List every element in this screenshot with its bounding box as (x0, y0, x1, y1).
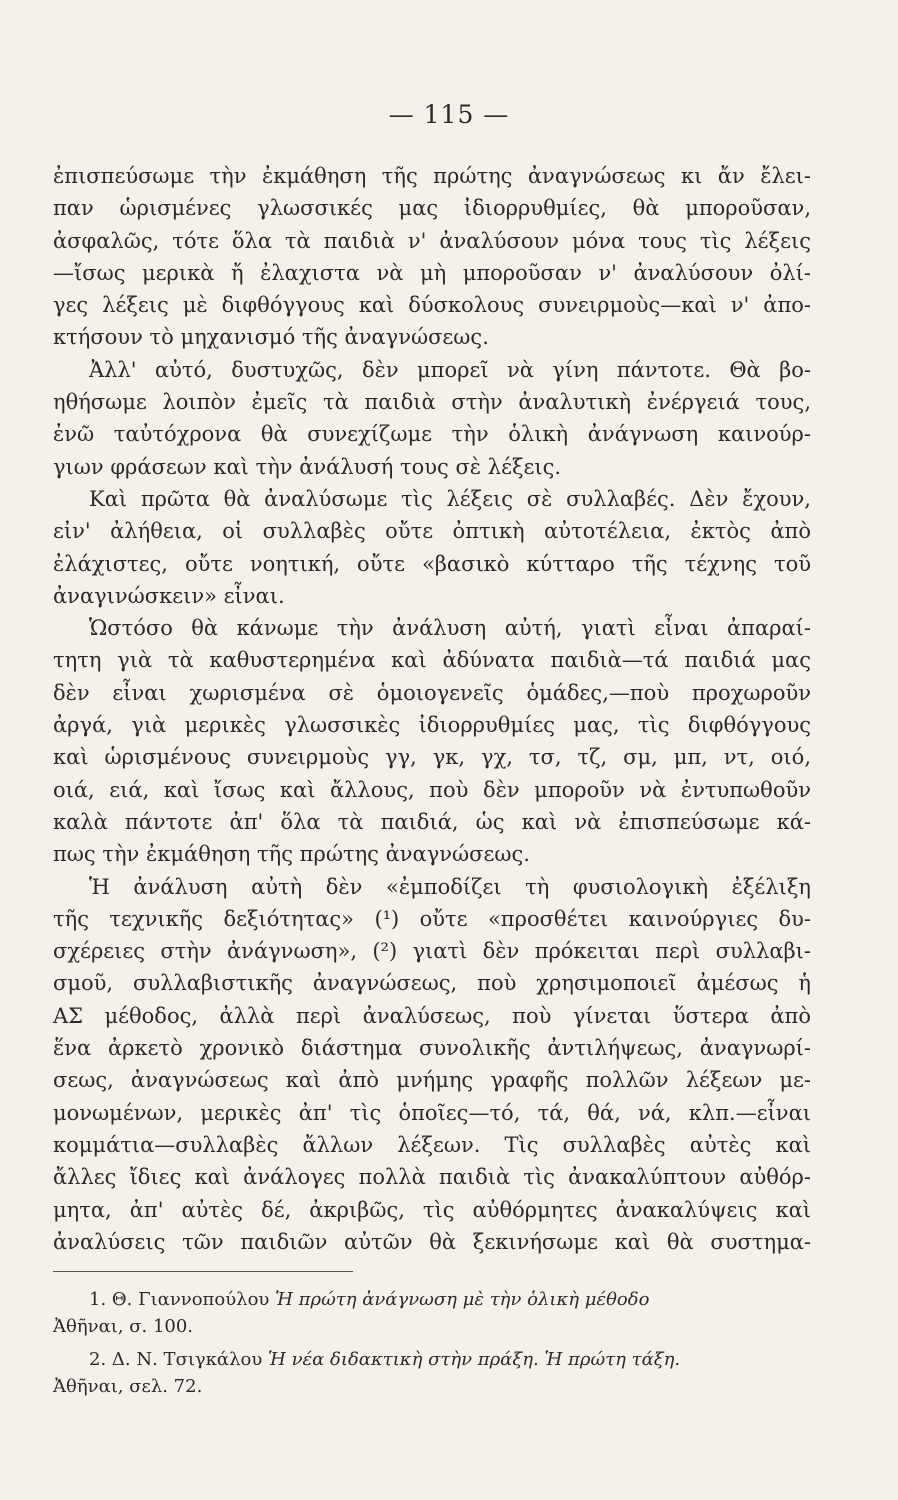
footnote-2-number: 2. (89, 1349, 107, 1370)
text-line: κομμάτια—συλλαβὲς ἄλλων λέξεων. Τὶς συλλαβὲς αὐτὲς καὶ (53, 1132, 811, 1157)
text-line: σχέρειες στὴν ἀνάγνωση», (²) γιατὶ δὲν πρόκειται περὶ συλλαβι- (53, 939, 811, 964)
text-line: ἀναλύσεις τῶν παιδιῶν αὐτῶν θὰ ξεκινήσωμε καὶ θὰ συστημα- (53, 1229, 811, 1254)
text-line: γιων φράσεων καὶ τὴν ἀνάλυσή τους σὲ λέξεις. (53, 454, 562, 479)
text-line: Ὡστόσο θὰ κάνωμε τὴν ἀνάλυση αὐτή, γιατὶ εἶναι ἀπαραί- (89, 616, 811, 641)
text-line: Ἡ ἀνάλυση αὐτὴ δὲν «ἐμποδίζει τὴ φυσιολογικὴ ἐξέλιξη (89, 874, 811, 899)
text-line: σμοῦ, συλλαβιστικῆς ἀναγνώσεως, ποὺ χρησιμοποιεῖ ἀμέσως ἡ (53, 971, 811, 996)
text-line: —ἴσως μερικὰ ἤ ἐλαχιστα νὰ μὴ μποροῦσαν ν' ἀναλύσουν ὀλί- (53, 260, 811, 285)
footnote-divider (53, 1271, 353, 1272)
text-line: ἐλάχιστες, οὔτε νοητική, οὔτε «βασικὸ κύτταρο τῆς τέχνης τοῦ (53, 551, 811, 576)
footnote-2 (53, 1346, 811, 1373)
text-line: ἕνα ἀρκετὸ χρονικὸ διάστημα συνολικῆς ἀντιλήψεως, ἀναγνωρί- (53, 1036, 811, 1061)
text-line: τητη γιὰ τὰ καθυστερημένα καὶ ἀδύνατα παιδιὰ—τά παιδιά μας (53, 648, 811, 673)
text-line: καλὰ πάντοτε ἀπ' ὅλα τὰ παιδιά, ὡς καὶ νὰ ἐπισπεύσωμε κά- (53, 809, 811, 834)
text-line: μονωμένων, μερικὲς ἀπ' τὶς ὁποῖες—τό, τά, θά, νά, κλπ.—εἶναι (53, 1100, 811, 1125)
text-line: σεως, ἀναγνώσεως καὶ ἀπὸ μνήμης γραφῆς πολλῶν λέξεων με- (53, 1068, 811, 1093)
text-line: εἰν' ἀλήθεια, οἱ συλλαβὲς οὔτε ὀπτικὴ αὐτοτέλεια, ἐκτὸς ἀπὸ (53, 519, 811, 544)
footnote-2-title: Ἡ νέα διδακτικὴ στὴν πράξη. Ἡ πρώτη τάξη. (268, 1349, 681, 1370)
text-line: ἐπισπεύσωμε τὴν ἐκμάθηση τῆς πρώτης ἀναγνώσεως κι ἄν ἔλει- (53, 164, 811, 188)
text-line: δὲν εἶναι χωρισμένα σὲ ὁμοιογενεῖς ὁμάδες,—ποὺ προχωροῦν (53, 680, 811, 705)
footnote-2-publication: Ἀθῆναι, σελ. 72. (53, 1376, 203, 1397)
footnote-1-number: 1. (89, 1289, 107, 1310)
footnote-1-author: Θ. Γιαννοπούλου (111, 1289, 270, 1310)
text-line: ΑΣ μέθοδος, ἀλλὰ περὶ ἀναλύσεως, ποὺ γίνεται ὕστερα ἀπὸ (53, 1003, 811, 1028)
text-line: παν ὡρισμένες γλωσσικές μας ἰδιορρυθμίες, θὰ μποροῦσαν, (53, 196, 811, 221)
text-line: Ἀλλ' αὐτό, δυστυχῶς, δὲν μπορεῖ νὰ γίνη πάντοτε. Θὰ βο- (89, 357, 811, 382)
footnote-1-publication: Ἀθῆναι, σ. 100. (53, 1316, 194, 1337)
text-line: πως τὴν ἐκμάθηση τῆς πρώτης ἀναγνώσεως. (53, 842, 530, 867)
footnote-2-author: Δ. Ν. Τσιγκάλου (111, 1349, 263, 1370)
text-line: ηθήσωμε λοιπὸν ἐμεῖς τὰ παιδιὰ στὴν ἀναλυτικὴ ἐνέργειά τους, (53, 390, 811, 415)
text-line: ἐνῶ ταὐτόχρονα θὰ συνεχίζωμε τὴν ὁλικὴ ἀνάγνωση καινούρ- (53, 422, 811, 447)
text-line: μητα, ἀπ' αὐτὲς δέ, ἀκριβῶς, τὶς αὐθόρμητες ἀνακαλύψεις καὶ (53, 1197, 811, 1222)
text-line: Καὶ πρῶτα θὰ ἀναλύσωμε τὶς λέξεις σὲ συλλαβές. Δὲν ἔχουν, (89, 486, 811, 511)
text-line: κτήσουν τὸ μηχανισμό τῆς ἀναγνώσεως. (53, 325, 489, 350)
page-number: — 115 — (388, 100, 510, 129)
text-line: καὶ ὡρισμένους συνειρμοὺς γγ, γκ, γχ, τσ, τζ, σμ, μπ, ντ, οιό, (53, 745, 811, 770)
text-line: ἀναγινώσκειν» εἶναι. (53, 583, 285, 608)
text-line: γες λέξεις μὲ διφθόγγους καὶ δύσκολους συνειρμοὺς—καὶ ν' ἀπο- (53, 293, 811, 318)
text-line: ἄλλες ἴδιες καὶ ἀνάλογες πολλὰ παιδιὰ τὶς ἀνακαλύπτουν αὐθόρ- (53, 1165, 811, 1190)
footnote-1-title: Ἡ πρώτη ἀνάγνωση μὲ τὴν ὁλικὴ μέθοδο (275, 1289, 650, 1310)
body-text (53, 160, 811, 1258)
text-line: ἀργά, γιὰ μερικὲς γλωσσικὲς ἰδιορρυθμίες μας, τὶς διφθόγγους (53, 713, 811, 738)
text-line: τῆς τεχνικῆς δεξιότητας» (¹) οὔτε «προσθέτει καινούργιες δυ- (53, 906, 811, 931)
text-line: ἀσφαλῶς, τότε ὅλα τὰ παιδιὰ ν' ἀναλύσουν μόνα τους τὶς λέξεις (53, 228, 811, 253)
footnote-1 (53, 1286, 811, 1313)
text-line: οιά, ειά, καὶ ἴσως καὶ ἄλλους, ποὺ δὲν μποροῦν νὰ ἐντυπωθοῦν (53, 777, 811, 802)
footnotes (53, 1286, 811, 1400)
